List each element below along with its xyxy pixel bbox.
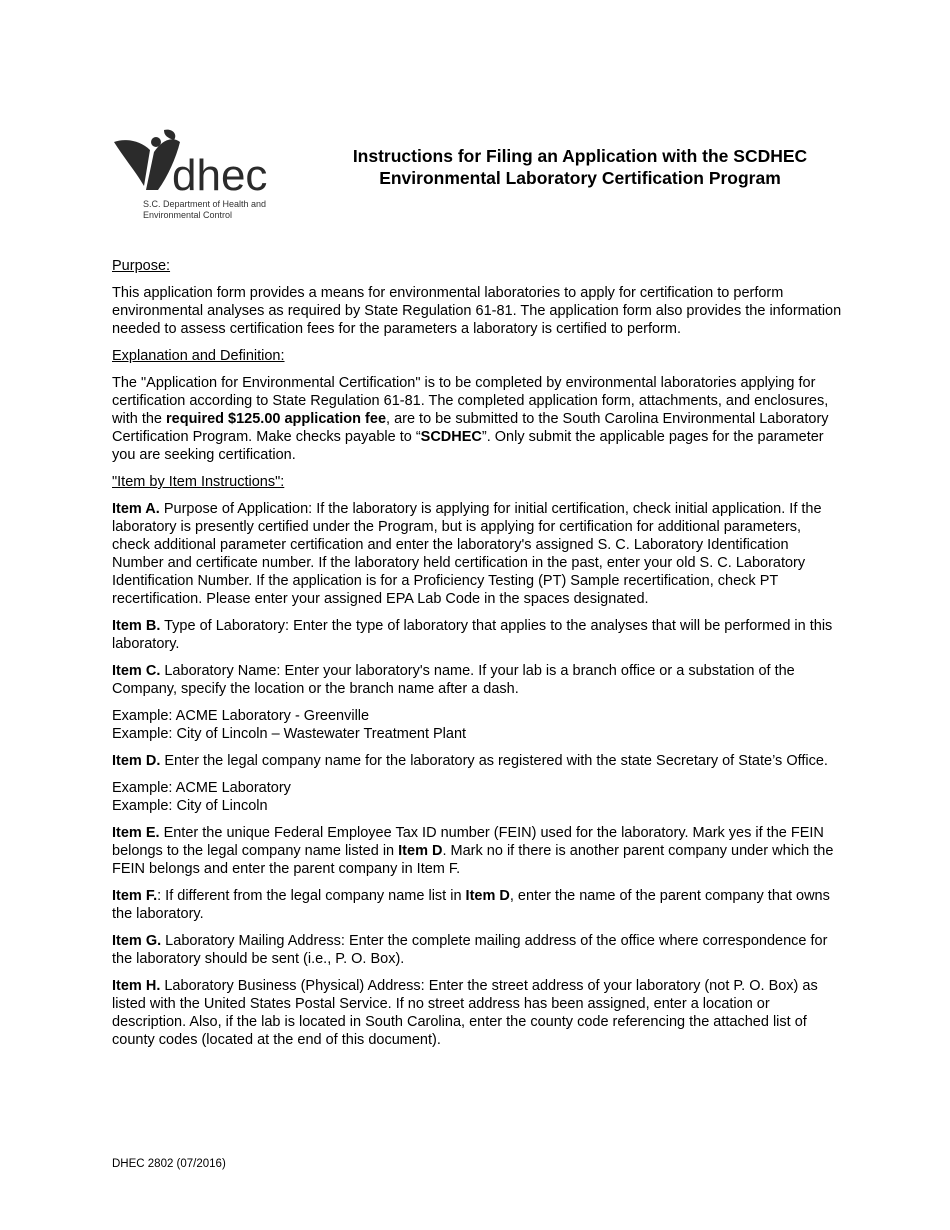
item-c-label: Item C. xyxy=(112,663,161,679)
page-title-line2: Environmental Laboratory Certification Program xyxy=(379,168,781,188)
item-d-example-1: Example: ACME Laboratory xyxy=(112,780,291,796)
item-e-text-2: . Mark no if there is another parent company under which the FEIN belongs and enter the parent company in Item F. xyxy=(112,843,834,877)
item-g-text: Laboratory Mailing Address: Enter the complete mailing address of the office where correspondence for the laboratory should be sent (i.e., P. O. Box). xyxy=(112,933,828,967)
item-a xyxy=(112,500,842,608)
explanation-text-3: ”. Only submit the applicable pages for the parameter you are seeking certification. xyxy=(112,429,824,463)
explanation-heading: Explanation and Definition: xyxy=(112,348,285,364)
item-g xyxy=(112,932,842,968)
application-fee: required $125.00 application fee xyxy=(166,411,387,427)
page-title-line1: Instructions for Filing an Application with the SCDHEC xyxy=(352,146,808,166)
instructions-body xyxy=(112,257,842,1058)
item-a-label: Item A. xyxy=(112,501,160,517)
item-d-examples xyxy=(112,779,842,815)
item-c-example-1: Example: ACME Laboratory - Greenville xyxy=(112,708,370,724)
purpose-text: This application form provides a means for environmental laboratories to apply for certification to perform environmental analyses as required by State Regulation 61-81. The application form also provides the information needed to assess certification fees for the parameters a laboratory is certified to perform. xyxy=(112,285,842,337)
item-h-label: Item H. xyxy=(112,978,161,994)
logo-wordmark: dhec xyxy=(172,151,268,198)
dhec-logo-icon xyxy=(110,128,290,198)
explanation-text-1: The "Application for Environmental Certification" is to be completed by environmental laboratories applying for certification according to State Regulation 61-81. The completed application form, attachments, and enclosures, with the xyxy=(112,375,829,427)
item-e-ref: Item D xyxy=(398,843,443,859)
logo-subtitle xyxy=(143,199,266,221)
item-f-text-1: : If different from the legal company name list in xyxy=(157,888,466,904)
explanation-text xyxy=(112,374,842,464)
item-f-ref: Item D xyxy=(465,888,510,904)
item-d-text: Enter the legal company name for the laboratory as registered with the state Secretary of State’s Office. xyxy=(160,753,828,769)
item-f-label: Item F. xyxy=(112,888,158,904)
payee-name: SCDHEC xyxy=(420,429,482,445)
item-e-text-1: Enter the unique Federal Employee Tax ID number (FEIN) used for the laboratory. Mark yes if the FEIN belongs to the legal company name listed in xyxy=(112,825,824,859)
items-heading: "Item by Item Instructions": xyxy=(112,474,285,490)
item-c-text: Laboratory Name: Enter your laboratory's name. If your lab is a branch office or a substation of the Company, specify the location or the branch name after a dash. xyxy=(112,663,795,697)
item-f xyxy=(112,887,842,923)
explanation-text-2: , are to be submitted to the South Carolina Environmental Laboratory Certification Program. Make checks payable to “ xyxy=(112,411,829,445)
dhec-logo xyxy=(110,128,290,223)
item-c xyxy=(112,662,842,698)
item-h-text: Laboratory Business (Physical) Address: Enter the street address of your laboratory (not P. O. Box) as listed with the United States Postal Service. If no street address has been assigned, enter a location or description. Also, if the lab is located in South Carolina, enter the county code referencing the attached list of county codes (located at the end of this document). xyxy=(112,978,818,1048)
item-b-text: Type of Laboratory: Enter the type of laboratory that applies to the analyses that will be performed in this laboratory. xyxy=(112,618,833,652)
page-title xyxy=(300,145,860,189)
item-a-text: Purpose of Application: If the laboratory is applying for initial certification, check initial application. If the laboratory is presently certified under the Program, but is applying for certification for additional parameters, check additional parameter certification and enter the laboratory's assigned S. C. Laboratory Identification Number and certificate number. If the laboratory held certification in the past, enter your old S. C. Laboratory Identification Number. If the application is for a Proficiency Testing (PT) Sample recertification, check PT recertification. Please enter your assigned EPA Lab Code in the spaces designated. xyxy=(112,501,822,607)
item-c-examples xyxy=(112,707,842,743)
logo-subtitle-line2: Environmental Control xyxy=(143,210,233,220)
item-d-label: Item D. xyxy=(112,753,161,769)
item-c-example-2: Example: City of Lincoln – Wastewater Treatment Plant xyxy=(112,726,467,742)
item-d xyxy=(112,752,842,770)
item-b-label: Item B. xyxy=(112,618,161,634)
item-d-example-2: Example: City of Lincoln xyxy=(112,798,268,814)
item-e xyxy=(112,824,842,878)
item-g-label: Item G. xyxy=(112,933,162,949)
item-f-text-2: , enter the name of the parent company that owns the laboratory. xyxy=(112,888,830,922)
purpose-heading: Purpose: xyxy=(112,258,171,274)
item-e-label: Item E. xyxy=(112,825,160,841)
form-number: DHEC 2802 (07/2016) xyxy=(112,1158,226,1170)
item-b xyxy=(112,617,842,653)
item-h xyxy=(112,977,842,1049)
logo-subtitle-line1: S.C. Department of Health and xyxy=(143,199,267,209)
